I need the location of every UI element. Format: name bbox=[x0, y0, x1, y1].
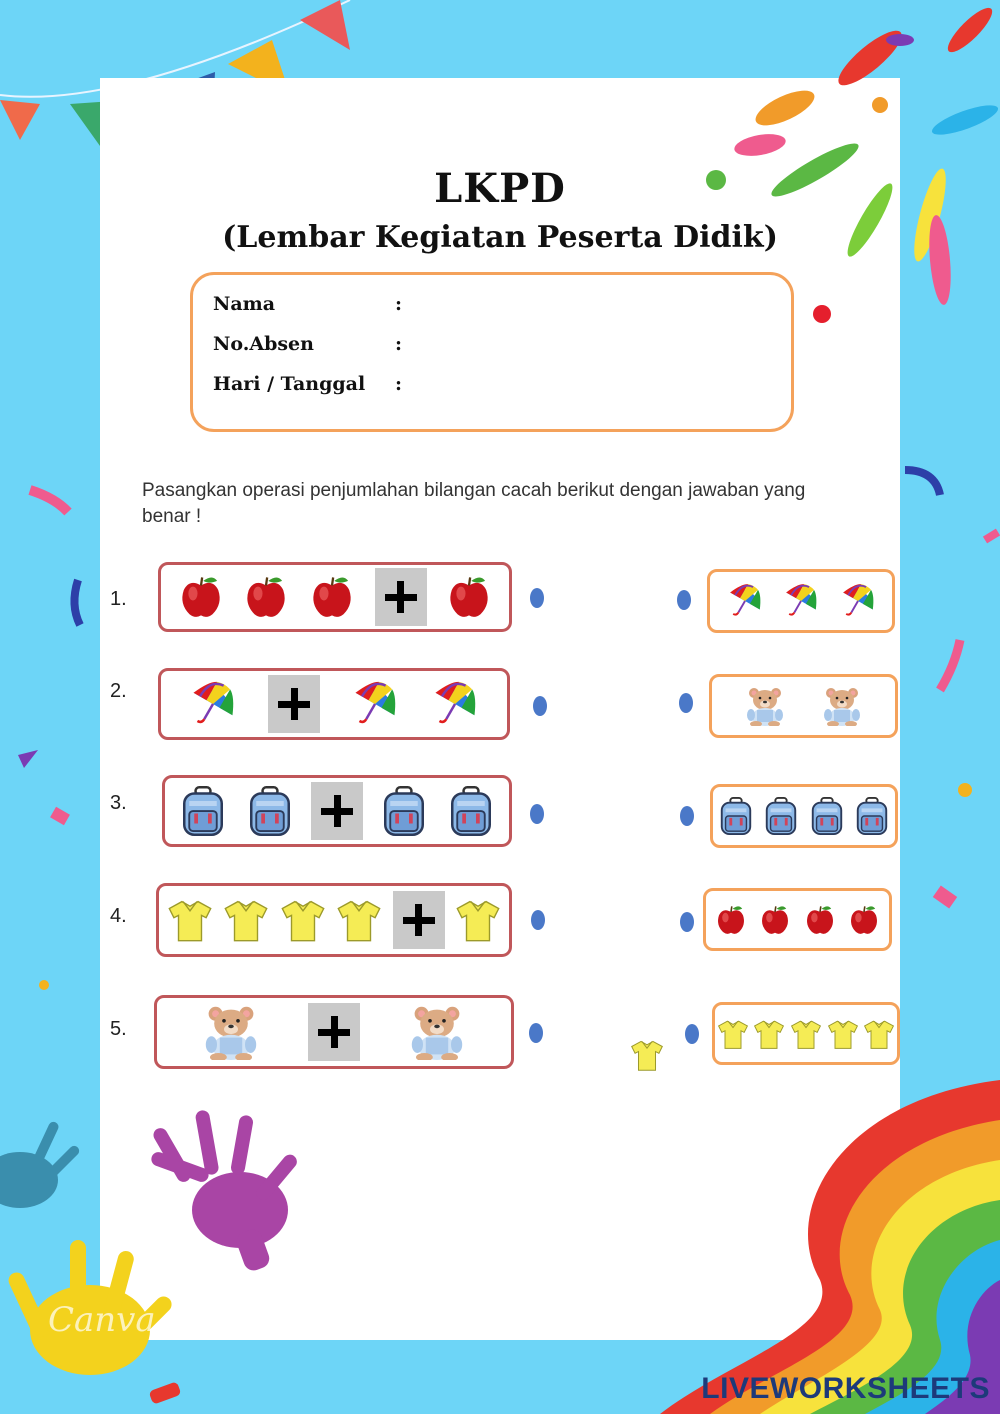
backpack-icon bbox=[853, 797, 891, 840]
plus-bar-vertical bbox=[334, 795, 341, 827]
shirt-icon bbox=[790, 1018, 822, 1055]
shirt-icon bbox=[167, 897, 213, 948]
teddy-bear-icon bbox=[203, 1004, 259, 1065]
apple-icon bbox=[243, 574, 289, 625]
apple-icon bbox=[848, 904, 880, 941]
plus-icon bbox=[308, 1003, 360, 1061]
shirt-icon bbox=[280, 897, 326, 948]
backpack-icon bbox=[245, 786, 295, 841]
shirt-icon bbox=[827, 1018, 859, 1055]
backpack-icon bbox=[446, 786, 496, 841]
apple-icon bbox=[759, 904, 791, 941]
answer-connector-dot[interactable] bbox=[685, 1024, 699, 1044]
canva-watermark: Canva bbox=[48, 1300, 156, 1340]
shirt-icon bbox=[717, 1018, 749, 1055]
plus-icon bbox=[311, 782, 363, 840]
shirt-icon bbox=[336, 897, 382, 948]
answer-connector-dot[interactable] bbox=[677, 590, 691, 610]
backpack-icon bbox=[762, 797, 800, 840]
umbrella-icon bbox=[350, 679, 400, 734]
apple-icon bbox=[178, 574, 224, 625]
umbrella-icon bbox=[839, 582, 877, 625]
umbrella-icon bbox=[782, 582, 820, 625]
apple-icon bbox=[309, 574, 355, 625]
rainbow-decoration bbox=[640, 1080, 1000, 1414]
question-number: 3. bbox=[110, 792, 127, 814]
identity-row-date bbox=[213, 373, 402, 395]
name-separator: : bbox=[395, 293, 403, 315]
plus-bar-vertical bbox=[415, 904, 422, 936]
question-number: 5. bbox=[110, 1018, 127, 1040]
plus-bar-vertical bbox=[331, 1016, 338, 1048]
identity-row-name bbox=[213, 293, 402, 315]
absen-label: No.Absen bbox=[213, 333, 314, 355]
question-number: 1. bbox=[110, 588, 127, 610]
date-label: Hari / Tanggal bbox=[213, 373, 366, 395]
liveworksheets-logo: LIVEWORKSHEETS bbox=[701, 1372, 990, 1405]
answer-box bbox=[709, 674, 898, 738]
question-connector-dot[interactable] bbox=[530, 804, 544, 824]
identity-box bbox=[190, 272, 794, 432]
answer-connector-dot[interactable] bbox=[680, 806, 694, 826]
instruction-text: Pasangkan operasi penjumlahan bilangan cacah berikut dengan jawaban yang benar ! bbox=[142, 480, 806, 527]
plus-bar-vertical bbox=[397, 581, 404, 613]
question-connector-dot[interactable] bbox=[531, 910, 545, 930]
apple-icon bbox=[715, 904, 747, 941]
backpack-icon bbox=[808, 797, 846, 840]
shirt-icon bbox=[455, 897, 501, 948]
apple-icon bbox=[804, 904, 836, 941]
date-separator: : bbox=[395, 373, 403, 395]
apple-icon bbox=[446, 574, 492, 625]
answer-connector-dot[interactable] bbox=[679, 693, 693, 713]
confetti-decoration bbox=[0, 450, 1000, 1050]
shirt-icon bbox=[223, 897, 269, 948]
shirt-icon bbox=[863, 1018, 895, 1055]
answer-connector-dot[interactable] bbox=[680, 912, 694, 932]
absen-separator: : bbox=[395, 333, 403, 355]
page-title: LKPD bbox=[434, 165, 566, 212]
backpack-icon bbox=[379, 786, 429, 841]
question-connector-dot[interactable] bbox=[533, 696, 547, 716]
handprints-decoration bbox=[0, 1100, 330, 1414]
question-connector-dot[interactable] bbox=[530, 588, 544, 608]
name-label: Nama bbox=[213, 293, 276, 315]
umbrella-icon bbox=[726, 582, 764, 625]
backpack-icon bbox=[178, 786, 228, 841]
shirt-icon[interactable] bbox=[630, 1038, 664, 1077]
teddy-bear-icon bbox=[409, 1004, 465, 1065]
shirt-icon bbox=[753, 1018, 785, 1055]
question-number: 2. bbox=[110, 680, 127, 702]
identity-row-absen bbox=[213, 333, 402, 355]
backpack-icon bbox=[717, 797, 755, 840]
plus-icon bbox=[375, 568, 427, 626]
plus-icon bbox=[393, 891, 445, 949]
page-subtitle: (Lembar Kegiatan Peserta Didik) bbox=[222, 220, 778, 255]
question-connector-dot[interactable] bbox=[529, 1023, 543, 1043]
question-number: 4. bbox=[110, 905, 127, 927]
plus-icon bbox=[268, 675, 320, 733]
plus-bar-vertical bbox=[291, 688, 298, 720]
teddy-bear-icon bbox=[745, 686, 785, 731]
umbrella-icon bbox=[188, 679, 238, 734]
teddy-bear-icon bbox=[822, 686, 862, 731]
umbrella-icon bbox=[430, 679, 480, 734]
